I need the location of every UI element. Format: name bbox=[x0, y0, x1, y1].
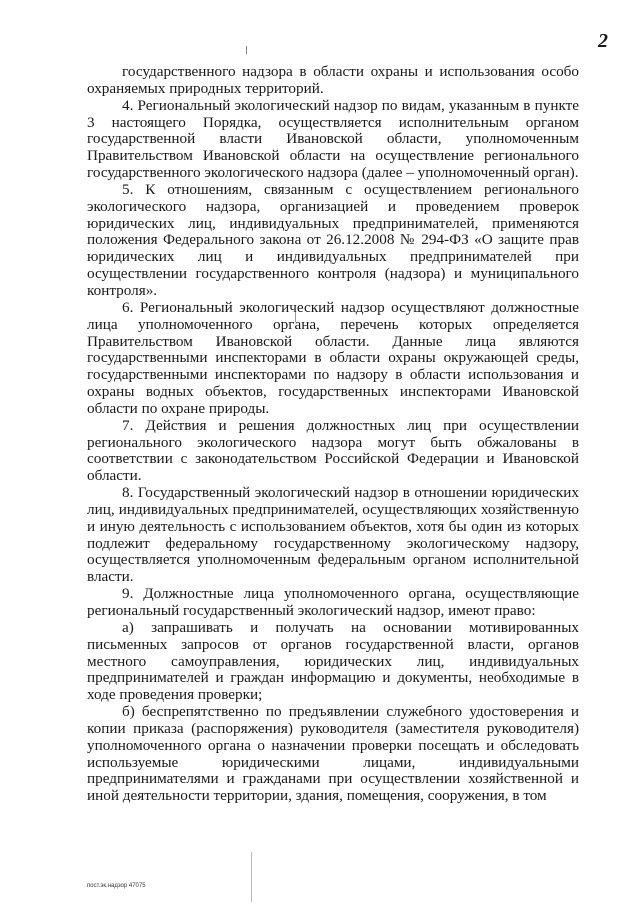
paragraph-7: 7. Действия и решения должностных лиц при осуществлении регионального экологического надзора могут быть обжалованы в соответствии с законодательством Российской Федерации и Ивановской области. bbox=[87, 416, 579, 485]
paragraph-6: 6. Региональный экологический надзор осуществляют должностные лица уполномоченного органа, перечень которых определяется Правительством Ивановской области. Данные лица являются государственными инспекторами в области охраны окружающей среды, государственными инспекторами по надзору в области использования и охраны водных объектов, государственных инспекторами Ивановской области по охране природы. bbox=[87, 298, 579, 417]
paragraph-9a: а) запрашивать и получать на основании мотивированных письменных запросов от органов государственной власти, органов местного самоуправления, юридических лиц, индивидуальных предпринимателей и граждан информацию и документы, необходимые в ходе проведения проверки; bbox=[87, 618, 579, 704]
footer-code: пост.эк.надзор 47075 bbox=[87, 883, 146, 889]
paragraph-continuation: государственного надзора в области охраны и использования особо охраняемых природных территорий. bbox=[87, 63, 579, 97]
scan-mark bbox=[246, 46, 247, 54]
paragraph-4: 4. Региональный экологический надзор по видам, указанным в пункте 3 настоящего Порядка, осуществляется исполнительным органом государственной власти Ивановской области, уполномоченным Правительством Ивановской области на осуществление регионального государственного экологического надзора (далее – уполномоченный орган). bbox=[87, 96, 579, 182]
document-body bbox=[87, 64, 579, 805]
paragraph-9: 9. Должностные лица уполномоченного органа, осуществляющие региональный государственный экологический надзор, имеют право: bbox=[87, 585, 579, 619]
paragraph-8: 8. Государственный экологический надзор в отношении юридических лиц, индивидуальных предпринимателей, осуществляющих хозяйственную и иную деятельность с использованием объектов, хотя бы один из которых подлежит федеральному государственному экологическому надзору, осуществляется уполномоченным федеральным органом исполнительной власти. bbox=[87, 484, 579, 586]
page-number: 2 bbox=[598, 30, 608, 52]
paragraph-9b: б) беспрепятственно по предъявлении служебного удостоверения и копии приказа (распоряжения) руководителя (заместителя руководителя) уполномоченного органа о назначении проверки посещать и обследовать используемые юридическими лицами, индивидуальными предпринимателями и гражданами при осуществлении хозяйственной и иной деятельности территории, здания, помещения, сооружения, в том bbox=[87, 703, 579, 805]
scan-mark bbox=[251, 852, 252, 902]
paragraph-5: 5. К отношениям, связанным с осуществлением регионального экологического надзора, организацией и проведением проверок юридических лиц, индивидуальных предпринимателей, применяются положения Федерального закона от 26.12.2008 № 294-ФЗ «О защите прав юридических лиц и индивидуальных предпринимателей при осуществлении государственного контроля (надзора) и муниципального контроля». bbox=[87, 180, 579, 299]
